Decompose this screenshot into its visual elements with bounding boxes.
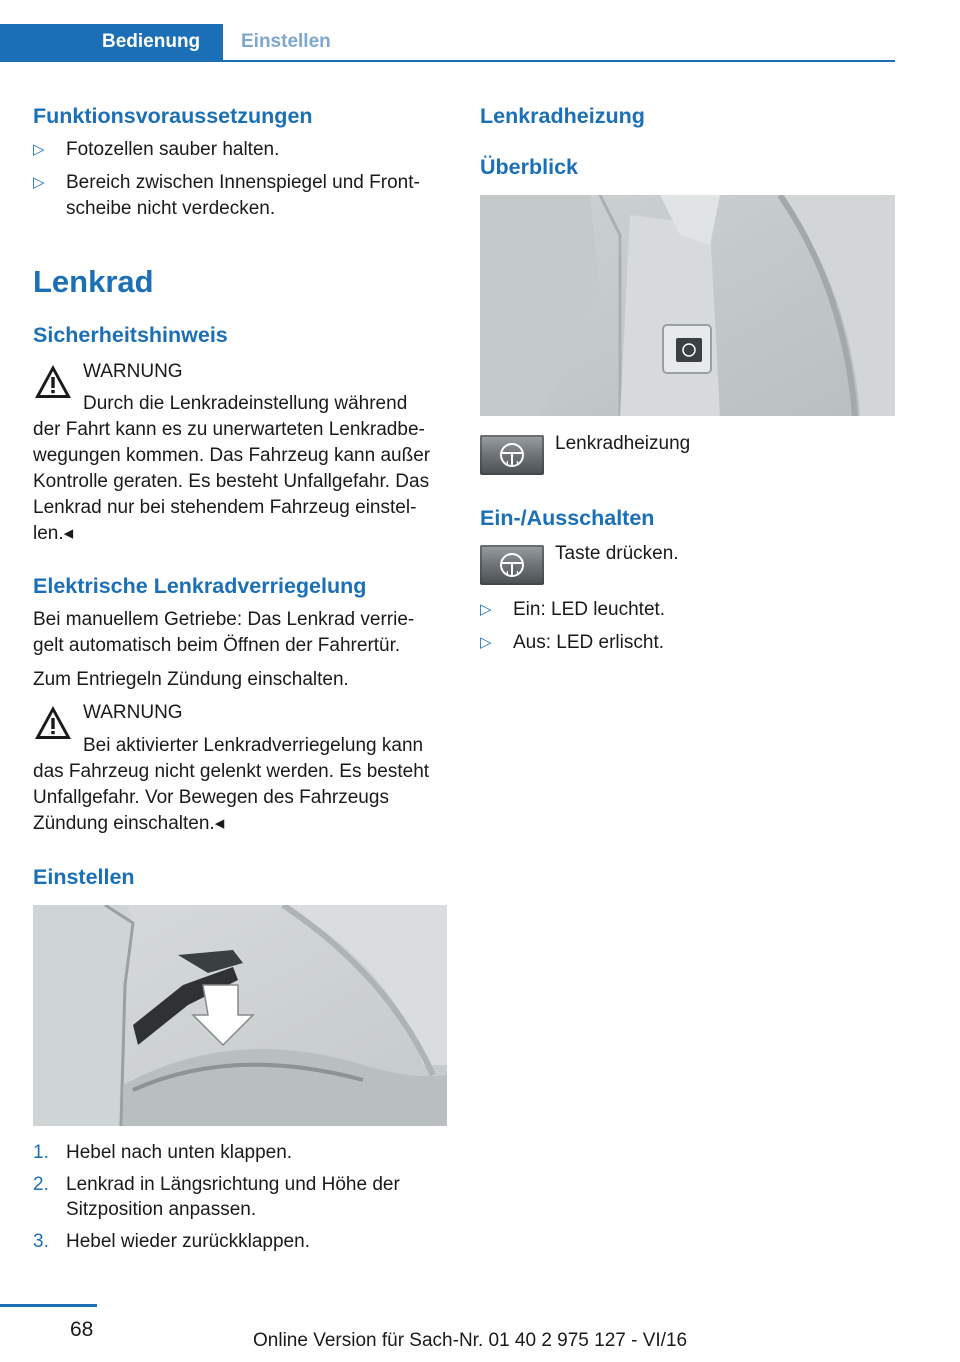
- heizung-heading: Lenkradheizung: [480, 104, 645, 128]
- einaus-heading: Ein-/Ausschalten: [480, 506, 655, 530]
- funktion-item-2b: scheibe nicht verdecken.: [66, 198, 276, 219]
- warning1-label: WARNUNG: [83, 361, 183, 382]
- einstellen-heading: Einstellen: [33, 865, 135, 889]
- warning-triangle-icon: [33, 703, 73, 743]
- warning1-line-4: Kontrolle geraten. Es besteht Unfallgefahr. Das: [33, 471, 430, 492]
- funktion-heading: Funktionsvoraussetzungen: [33, 104, 313, 128]
- ein-item: Ein: LED leuchtet.: [513, 599, 666, 620]
- verriegelung-line-2: gelt automatisch beim Öffnen der Fahrertür.: [33, 635, 401, 656]
- aus-item: Aus: LED erlischt.: [513, 632, 664, 653]
- bullet-icon: ▷: [480, 634, 492, 651]
- heizung-icon-label: Lenkradheizung: [555, 433, 691, 454]
- bullet-icon: ▷: [33, 174, 45, 191]
- step-number: 1.: [33, 1142, 49, 1163]
- funktion-item-2a: Bereich zwischen Innenspiegel und Front-: [66, 172, 420, 193]
- warning2-line-1: Bei aktivierter Lenkradverriegelung kann: [83, 735, 424, 756]
- step-number: 3.: [33, 1231, 49, 1252]
- step-3-text: Hebel wieder zurückklappen.: [66, 1231, 310, 1252]
- warning2-line-3: Unfallgefahr. Vor Bewegen des Fahrzeugs: [33, 787, 389, 808]
- warning1-line-5: Lenkrad nur bei stehendem Fahrzeug einstel-: [33, 497, 417, 518]
- steering-wheel-heating-icon: [480, 545, 544, 585]
- warning2-label: WARNUNG: [83, 702, 183, 723]
- entriegeln-text: Zum Entriegeln Zündung einschalten.: [33, 669, 349, 690]
- tab-einstellen[interactable]: Einstellen: [241, 31, 331, 52]
- footer-online-version: Online Version für Sach-Nr. 01 40 2 975 127 - VI/16: [253, 1330, 688, 1351]
- footer-rule: [0, 1304, 97, 1307]
- warning2-line-2: das Fahrzeug nicht gelenkt werden. Es besteht: [33, 761, 430, 782]
- warning1-line-1: Durch die Lenkradeinstellung während: [83, 393, 408, 414]
- verriegelung-heading: Elektrische Lenkradverriegelung: [33, 574, 367, 598]
- bullet-icon: ▷: [480, 601, 492, 618]
- step-2-line-1: Lenkrad in Längsrichtung und Höhe der: [66, 1174, 400, 1195]
- page-number: 68: [70, 1318, 94, 1341]
- warning2-line-4: Zündung einschalten.◂: [33, 813, 225, 834]
- overview-illustration: [480, 195, 895, 416]
- verriegelung-line-1: Bei manuellem Getriebe: Das Lenkrad verrie-: [33, 609, 415, 630]
- steering-wheel-heating-icon: [480, 435, 544, 475]
- step-2-line-2: Sitzposition anpassen.: [66, 1199, 257, 1220]
- taste-text: Taste drücken.: [555, 543, 679, 564]
- sicherheit-heading: Sicherheitshinweis: [33, 323, 228, 347]
- step-1-text: Hebel nach unten klappen.: [66, 1142, 293, 1163]
- funktion-item-1: Fotozellen sauber halten.: [66, 139, 280, 160]
- header-tabs: [0, 24, 895, 62]
- step-number: 2.: [33, 1174, 49, 1195]
- warning-triangle-icon: [33, 362, 73, 402]
- bullet-icon: ▷: [33, 141, 45, 158]
- warning1-line-3: wegungen kommen. Das Fahrzeug kann außer: [33, 445, 431, 466]
- lenkrad-title: Lenkrad: [33, 264, 154, 299]
- lever-illustration: [33, 905, 447, 1126]
- warning1-line-2: der Fahrt kann es zu unerwarteten Lenkradbe-: [33, 419, 425, 440]
- ueberblick-heading: Überblick: [480, 155, 578, 179]
- warning1-line-6: len.◂: [33, 523, 74, 544]
- tab-bedienung[interactable]: Bedienung: [0, 24, 223, 60]
